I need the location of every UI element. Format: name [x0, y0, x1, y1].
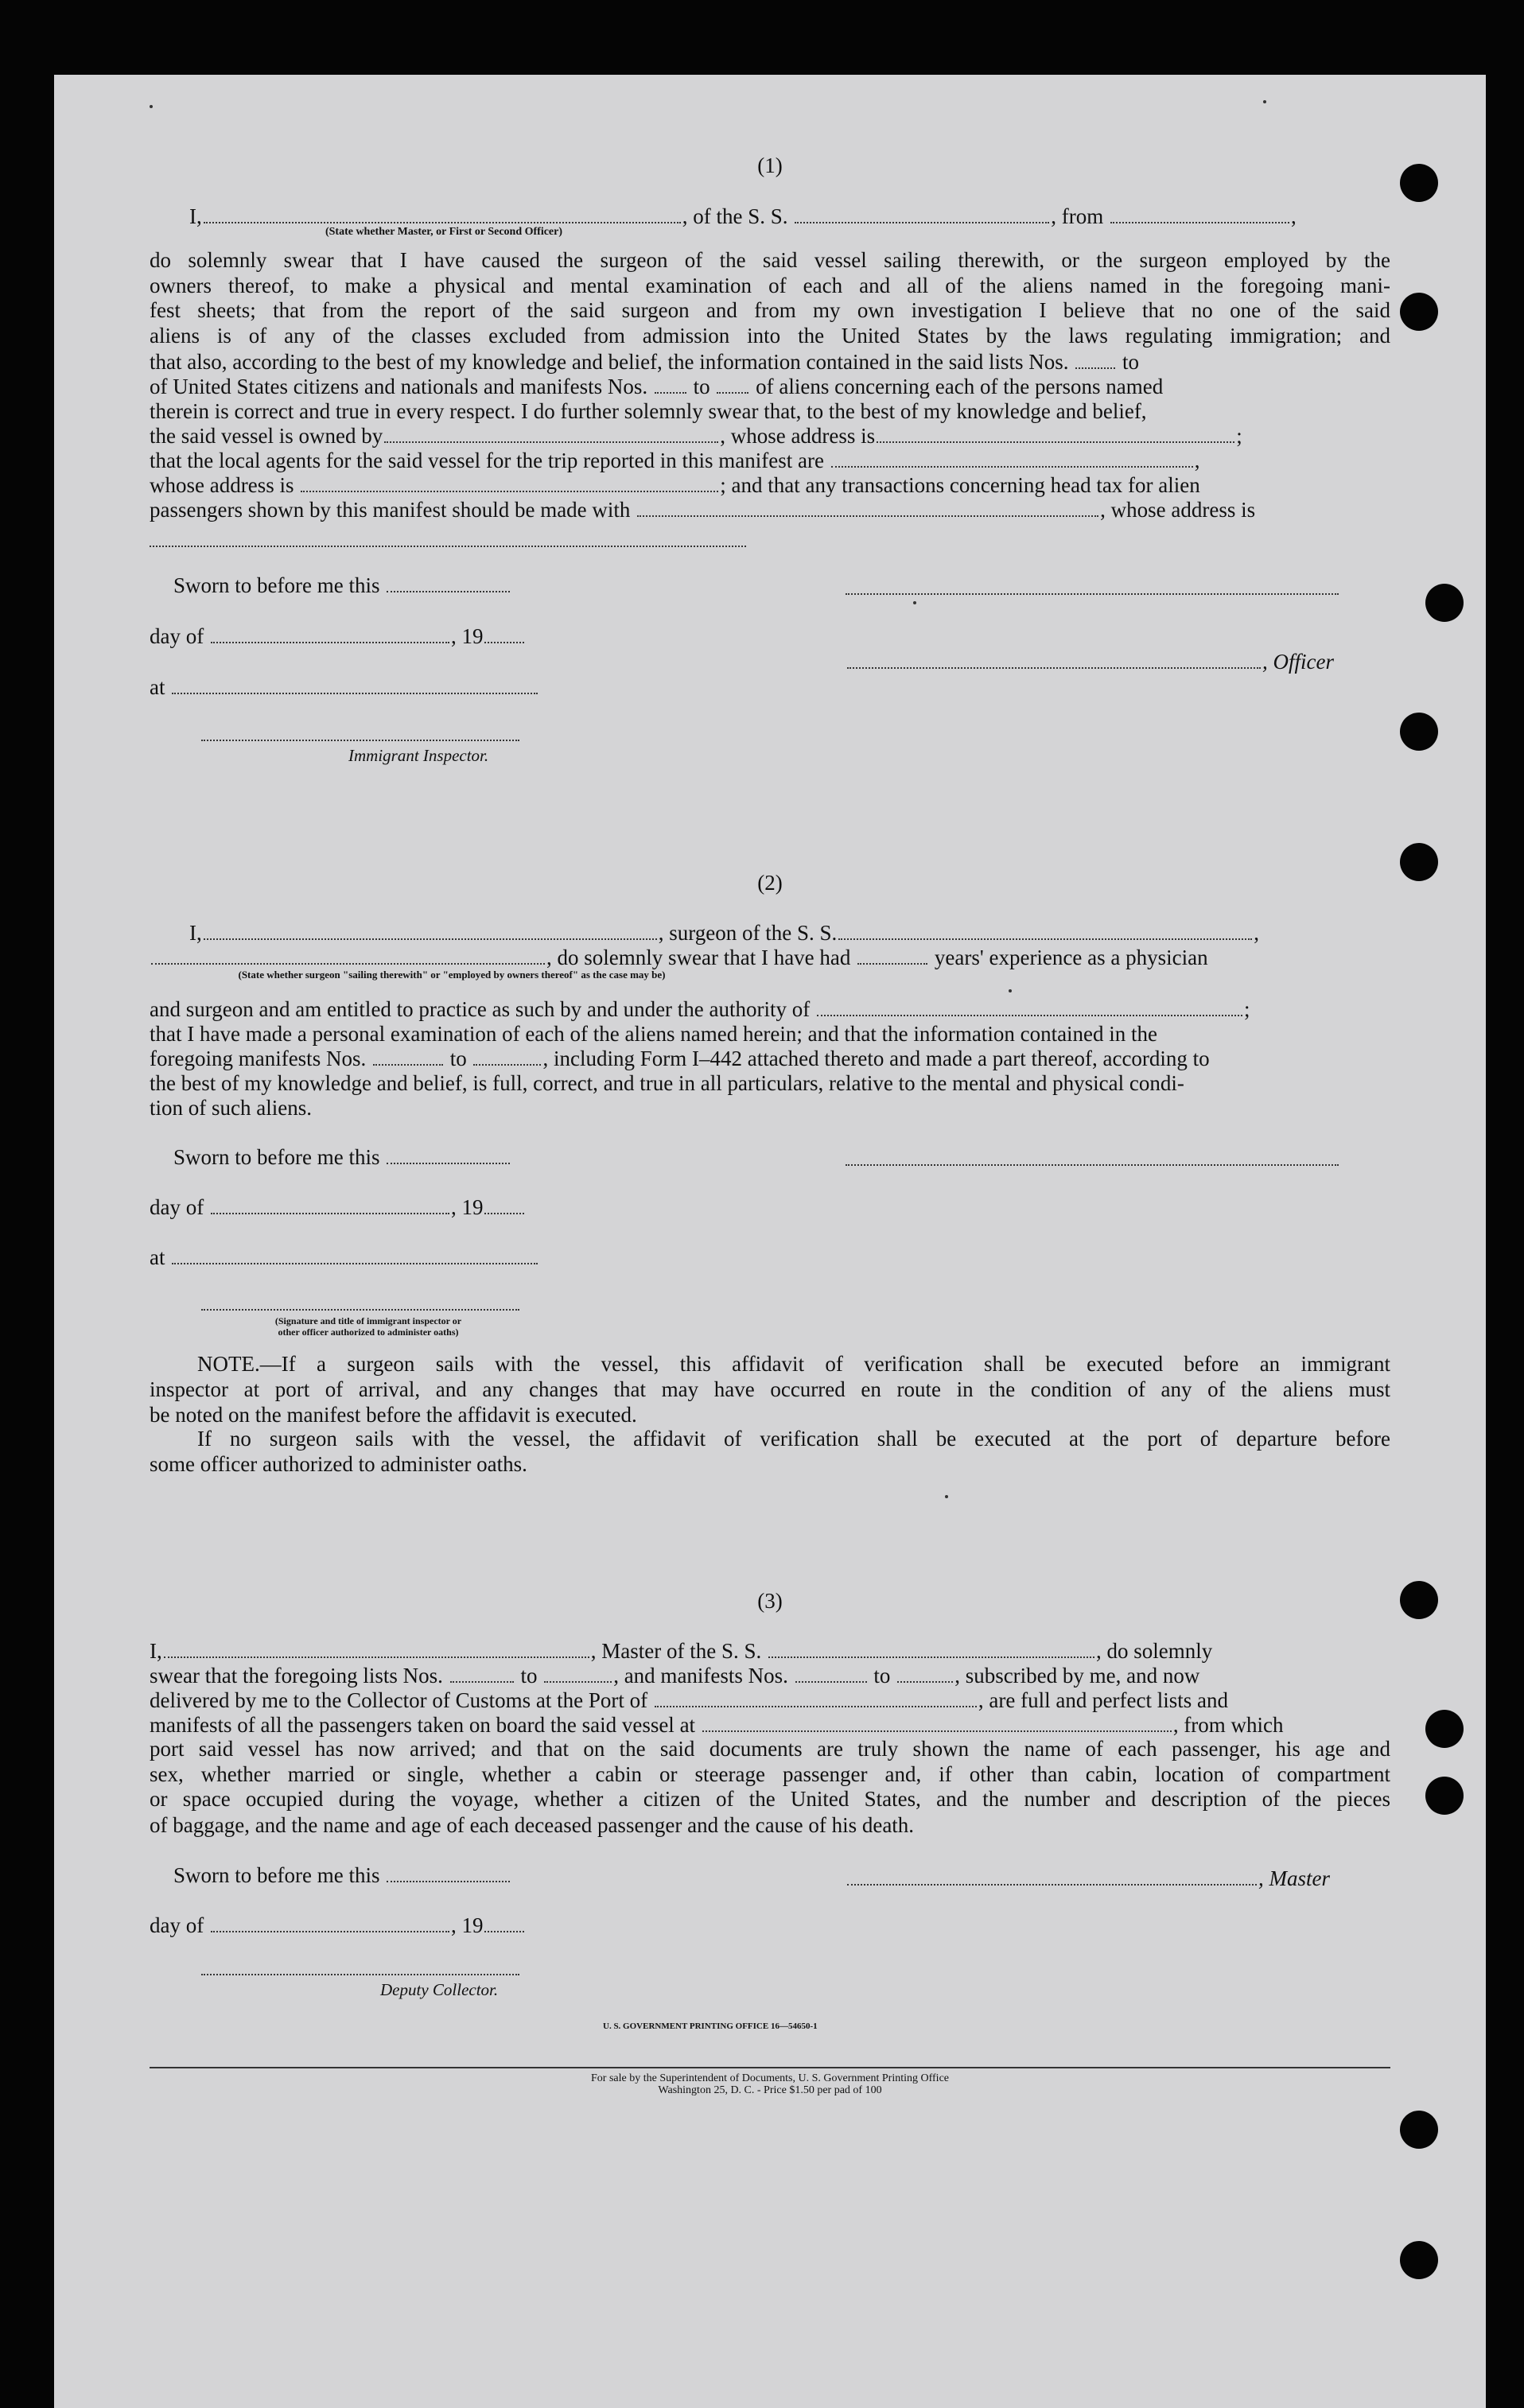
speck [1009, 989, 1012, 992]
section-2-at: at [150, 1245, 539, 1270]
section-2-sworn: Sworn to before me this [173, 1144, 511, 1170]
inspector-signature-line [201, 1309, 519, 1311]
section-3-day: day of , 19 [150, 1913, 526, 1938]
binder-hole [1400, 2241, 1438, 2279]
immigrant-inspector-label: Immigrant Inspector. [348, 746, 489, 765]
note-paragraph-2-last: some officer authorized to administer oaths. [150, 1452, 527, 1476]
note-paragraph-1-last: be noted on the manifest before the affidavit is executed. [150, 1403, 637, 1427]
section-1-line-lists: that also, according to the best of my knowledge and belief, the information contained in the said lists Nos. to [150, 350, 1139, 374]
note-paragraph-1: NOTE.—If a surgeon sails with the vessel, this affidavit of verification shall be executed before an immigrant inspector at port of arrival, and any changes that may have occurred en route in the condition of any of the aliens must [150, 1352, 1390, 1401]
section-1-sworn: Sworn to before me this [173, 573, 511, 598]
section-2-line-7: tion of such aliens. [150, 1096, 312, 1120]
note-paragraph-2: If no surgeon sails with the vessel, the affidavit of verification shall be executed at the port of departure before [197, 1427, 1390, 1451]
section-1-paragraph: do solemnly swear that I have caused the surgeon of the said vessel sailing therewith, or the surgeon employed by the owners thereof, to make a physical and mental examination of each and all of the aliens named in the foregoing mani- fest sheets; that from the report of the said surgeon and from my own investigation I believe that no one of the said aliens is of any of the classes excluded from admission into the United States by the laws regulating immigration; and [150, 248, 1390, 348]
section-1-line-1: I, , of the S. S. , from , [189, 204, 1297, 228]
section-1-line-manifests: of United States citizens and nationals and manifests Nos. to of aliens concerning each of the persons named [150, 375, 1164, 398]
section-2-line-4: that I have made a personal examination of each of the aliens named herein; and that the information contained in the [150, 1022, 1158, 1046]
section-2-line-5: foregoing manifests Nos. to , including Form I–442 attached thereto and made a part thereof, according to [150, 1047, 1210, 1070]
officer-note: (State whether Master, or First or Second Officer) [325, 226, 563, 238]
inspector-line [201, 740, 519, 741]
binder-hole [1400, 713, 1438, 751]
section-2-number: (2) [757, 871, 783, 895]
section-3-line-1: I, , Master of the S. S. , do solemnly [150, 1639, 1213, 1663]
binder-hole [1400, 2111, 1438, 2149]
deputy-collector-label: Deputy Collector. [380, 1980, 499, 1999]
surgeon-note: (State whether surgeon "sailing therewith" or "employed by owners thereof" as the case may be) [238, 969, 666, 981]
section-3-master: , Master [846, 1866, 1330, 1891]
section-1-line-head-tax: passengers shown by this manifest should be made with , whose address is [150, 498, 1256, 522]
gpo-imprint: U. S. GOVERNMENT PRINTING OFFICE 16—54650-1 [603, 2022, 818, 2031]
speck [150, 105, 153, 108]
section-3-paragraph: port said vessel has now arrived; and that on the said documents are truly shown the name of each passenger, his age and sex, whether married or single, whether a cabin or steerage passenger and, if other than cabin, location of compartment or space occupied during the voyage, whether a citizen of the United States, and the number and description of the pieces [150, 1737, 1390, 1812]
section-1-line-owner: the said vessel is owned by , whose address is ; [150, 424, 1242, 448]
section-2-line-3: and surgeon and am entitled to practice as such by and under the authority of ; [150, 997, 1250, 1021]
section-2-day: day of , 19 [150, 1194, 526, 1220]
speck [913, 601, 916, 604]
binder-hole [1400, 164, 1438, 202]
section-1-number: (1) [757, 153, 783, 177]
section-1-line-address: whose address is ; and that any transactions concerning head tax for alien [150, 473, 1200, 497]
section-1-line-agents: that the local agents for the said vessel for the trip reported in this manifest are , [150, 449, 1200, 472]
section-2-line-6: the best of my knowledge and belief, is full, correct, and true in all particulars, relative to the mental and physical condi- [150, 1071, 1184, 1095]
binder-hole [1400, 293, 1438, 331]
section-2-line-2: , do solemnly swear that I have had years' experience as a physician [150, 945, 1208, 970]
form-page [54, 75, 1486, 2408]
section-1-at: at [150, 674, 539, 700]
binder-hole [1425, 584, 1464, 622]
section-1-day: day of , 19 [150, 623, 526, 649]
binder-hole [1425, 1777, 1464, 1815]
address-line [150, 546, 746, 547]
signature-note: (Signature and title of immigrant inspector or other officer authorized to administer oaths) [274, 1315, 462, 1338]
section-3-last-line: of baggage, and the name and age of each deceased passenger and the cause of his death. [150, 1813, 915, 1837]
section-2-line-1: I, , surgeon of the S. S. , [189, 921, 1260, 945]
section-3-line-3: delivered by me to the Collector of Customs at the Port of , are full and perfect lists and [150, 1688, 1229, 1712]
section-1-officer: , Officer [846, 649, 1334, 674]
section-3-number: (3) [757, 1589, 783, 1613]
section-3-line-4: manifests of all the passengers taken on board the said vessel at , from which [150, 1713, 1284, 1737]
surgeon-signature-line [846, 1164, 1339, 1166]
binder-hole [1400, 843, 1438, 881]
speck [945, 1495, 948, 1498]
binder-hole [1425, 1710, 1464, 1748]
sale-notice: For sale by the Superintendent of Documents, U. S. Government Printing Office Washington 25, D. C. - Price $1.50 per pad of 100 [591, 2072, 949, 2096]
deputy-line [201, 1974, 519, 1975]
signature-line [846, 593, 1339, 595]
section-1-line-therein: therein is correct and true in every respect. I do further solemnly swear that, to the best of my knowledge and belief, [150, 399, 1147, 423]
speck [1263, 100, 1266, 103]
footer-rule [150, 2067, 1390, 2068]
section-3-sworn: Sworn to before me this [173, 1862, 511, 1888]
binder-hole [1400, 1581, 1438, 1619]
section-3-line-2: swear that the foregoing lists Nos. to , and manifests Nos. to , subscribed by me, and now [150, 1664, 1200, 1688]
